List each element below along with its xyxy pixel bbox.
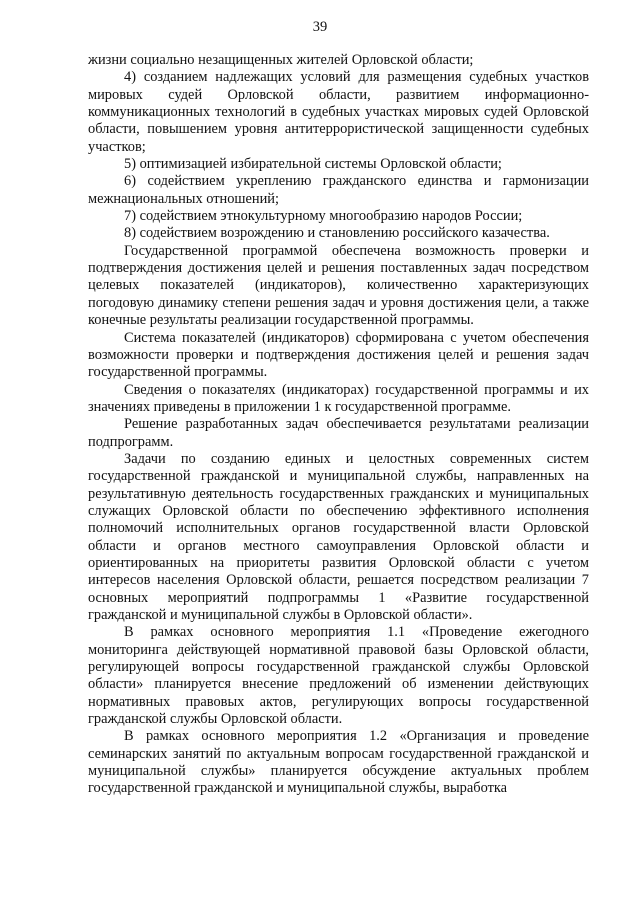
paragraph-verification: Государственной программой обеспечена возможность проверки и подтверждения достижения целей и решения поставленных задач посредством целевых показателей (индикаторов), количественно характеризующих погодовую динамику степени решения задач и уровня достижения цели, а также конечные результаты реализации государственной программы. <box>88 242 589 329</box>
paragraph-item-7: 7) содействием этнокультурному многообразию народов России; <box>124 208 523 225</box>
paragraph-indicator-system: Система показателей (индикаторов) сформирована с учетом обеспечения возможности проверки и подтверждения достижения целей и решения задач государственной программы. <box>88 329 589 381</box>
paragraph-civil-service-tasks: Задачи по созданию единых и целостных современных систем государственной гражданской и муниципальной службы, направленных на результативную деятельность государственных гражданских и муниципальных служащих Орловской области по обеспечению эффективного исполнения полномочий исполнительных органов государственной власти Орловской области и органов местного самоуправления Орловской области и ориентированных на приоритеты развития Орловской области с учетом интересов населения Орловской области, решается посредством реализации 7 основных мероприятий подпрограммы 1 «Развитие государственной гражданской и муниципальной службы в Орловской области». <box>88 450 589 623</box>
paragraph-subprogram-results: Решение разработанных задач обеспечивается результатами реализации подпрограмм. <box>88 416 589 450</box>
paragraph-item-6: 6) содействием укреплению гражданского единства и гармонизации межнациональных отношений; <box>88 173 589 207</box>
paragraph-item-5: 5) оптимизацией избирательной системы Орловской области; <box>124 156 502 173</box>
paragraph-item-8: 8) содействием возрождению и становлению российского казачества. <box>124 225 550 242</box>
page-number: 39 <box>312 19 328 35</box>
paragraph-measure-1-1: В рамках основного мероприятия 1.1 «Проведение ежегодного мониторинга действующей нормативной правовой базы Орловской области, регулирующей вопросы государственной гражданской службы Орловской области» планируется внесение предложений об изменении действующих нормативных правовых актов, регулирующих вопросы государственной гражданской службы Орловской области. <box>88 624 589 728</box>
paragraph-indicator-info: Сведения о показателях (индикаторах) государственной программы и их значениях приведены в приложении 1 к государственной программе. <box>88 381 589 415</box>
paragraph-item-4: 4) созданием надлежащих условий для размещения судебных участков мировых судей Орловской области, развитием информационно-коммуникационных технологий в судебных участках мировых судей Орловской области, повышением уровня антитеррористической защищенности судебных участков; <box>88 69 589 155</box>
paragraph-measure-1-2: В рамках основного мероприятия 1.2 «Организация и проведение семинарских занятий по актуальным вопросам государственной гражданской и муниципальной службы» планируется обсуждение актуальных проблем государственной гражданской и муниципальной службы, выработка <box>88 728 589 797</box>
body-text <box>88 52 589 798</box>
paragraph-continuation: жизни социально незащищенных жителей Орловской области; <box>88 52 474 68</box>
